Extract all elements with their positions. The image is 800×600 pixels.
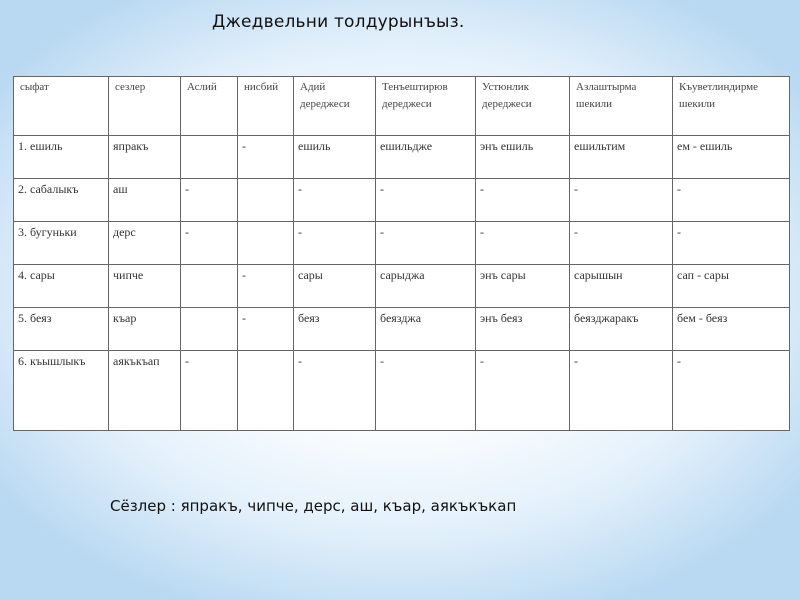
table-row	[14, 222, 790, 265]
header-cell: Азлаштырма шекили	[570, 77, 673, 136]
table-cell: беязджа	[376, 308, 476, 351]
table-cell: -	[570, 179, 673, 222]
table-cell: 4. сары	[14, 265, 109, 308]
table-cell: чипче	[109, 265, 181, 308]
table-cell: бем - беяз	[673, 308, 790, 351]
table-cell: беязджаракъ	[570, 308, 673, 351]
table-cell: -	[476, 179, 570, 222]
table-cell: япракъ	[109, 136, 181, 179]
header-cell: сыфат	[14, 77, 109, 136]
table-cell: ешильдже	[376, 136, 476, 179]
header-cell: Адий дереджеси	[294, 77, 376, 136]
table-cell: энъ беяз	[476, 308, 570, 351]
table-cell: аш	[109, 179, 181, 222]
header-cell: Устюнлик дереджеси	[476, 77, 570, 136]
table-cell: 6. къышлыкъ	[14, 351, 109, 431]
table-cell: сарыджа	[376, 265, 476, 308]
table-cell: ем - ешиль	[673, 136, 790, 179]
table-cell	[181, 265, 238, 308]
header-cell: Аслий	[181, 77, 238, 136]
table-cell: -	[570, 351, 673, 431]
table-cell: 5. беяз	[14, 308, 109, 351]
table-row	[14, 308, 790, 351]
header-cell: сезлер	[109, 77, 181, 136]
table-cell: -	[376, 179, 476, 222]
table-cell: -	[294, 179, 376, 222]
table-row	[14, 265, 790, 308]
table-cell: 1. ешиль	[14, 136, 109, 179]
table-cell: сары	[294, 265, 376, 308]
table-cell: -	[673, 351, 790, 431]
table-cell: 3. бугуньки	[14, 222, 109, 265]
table-cell	[238, 222, 294, 265]
table-cell: сарышын	[570, 265, 673, 308]
table-cell: беяз	[294, 308, 376, 351]
word-list: Сёзлер : япракъ, чипче, дерс, аш, къар, аякъкъкап	[110, 497, 517, 515]
table-cell: -	[181, 179, 238, 222]
table-cell: -	[673, 179, 790, 222]
table-cell: сап - сары	[673, 265, 790, 308]
table-cell: -	[294, 351, 376, 431]
table-row	[14, 179, 790, 222]
table-cell: -	[673, 222, 790, 265]
table-cell: энъ ешиль	[476, 136, 570, 179]
table-cell: 2. сабалыкъ	[14, 179, 109, 222]
table-cell: -	[376, 222, 476, 265]
table-cell: -	[476, 351, 570, 431]
table-row	[14, 136, 790, 179]
table-cell: ешиль	[294, 136, 376, 179]
table-cell: -	[238, 265, 294, 308]
table-cell: -	[376, 351, 476, 431]
table-cell: энъ сары	[476, 265, 570, 308]
table-cell: -	[181, 351, 238, 431]
table-cell: къар	[109, 308, 181, 351]
table-cell: -	[238, 308, 294, 351]
table-cell: -	[181, 222, 238, 265]
page-title: Джедвельни толдурынъыз.	[212, 12, 465, 32]
table-cell: -	[238, 136, 294, 179]
table-cell	[181, 308, 238, 351]
table-header-row	[14, 77, 790, 136]
table-cell	[181, 136, 238, 179]
header-cell: Къуветлиндирме шекили	[673, 77, 790, 136]
table-cell: -	[294, 222, 376, 265]
table-cell: -	[476, 222, 570, 265]
header-cell: Тенъештирюв дереджеси	[376, 77, 476, 136]
table-cell: дерс	[109, 222, 181, 265]
table-cell: ешильтим	[570, 136, 673, 179]
header-cell: нисбий	[238, 77, 294, 136]
table-row	[14, 351, 790, 431]
table-cell: аякъкъап	[109, 351, 181, 431]
adjectives-table	[13, 76, 790, 431]
table-cell	[238, 351, 294, 431]
table-cell	[238, 179, 294, 222]
table-cell: -	[570, 222, 673, 265]
